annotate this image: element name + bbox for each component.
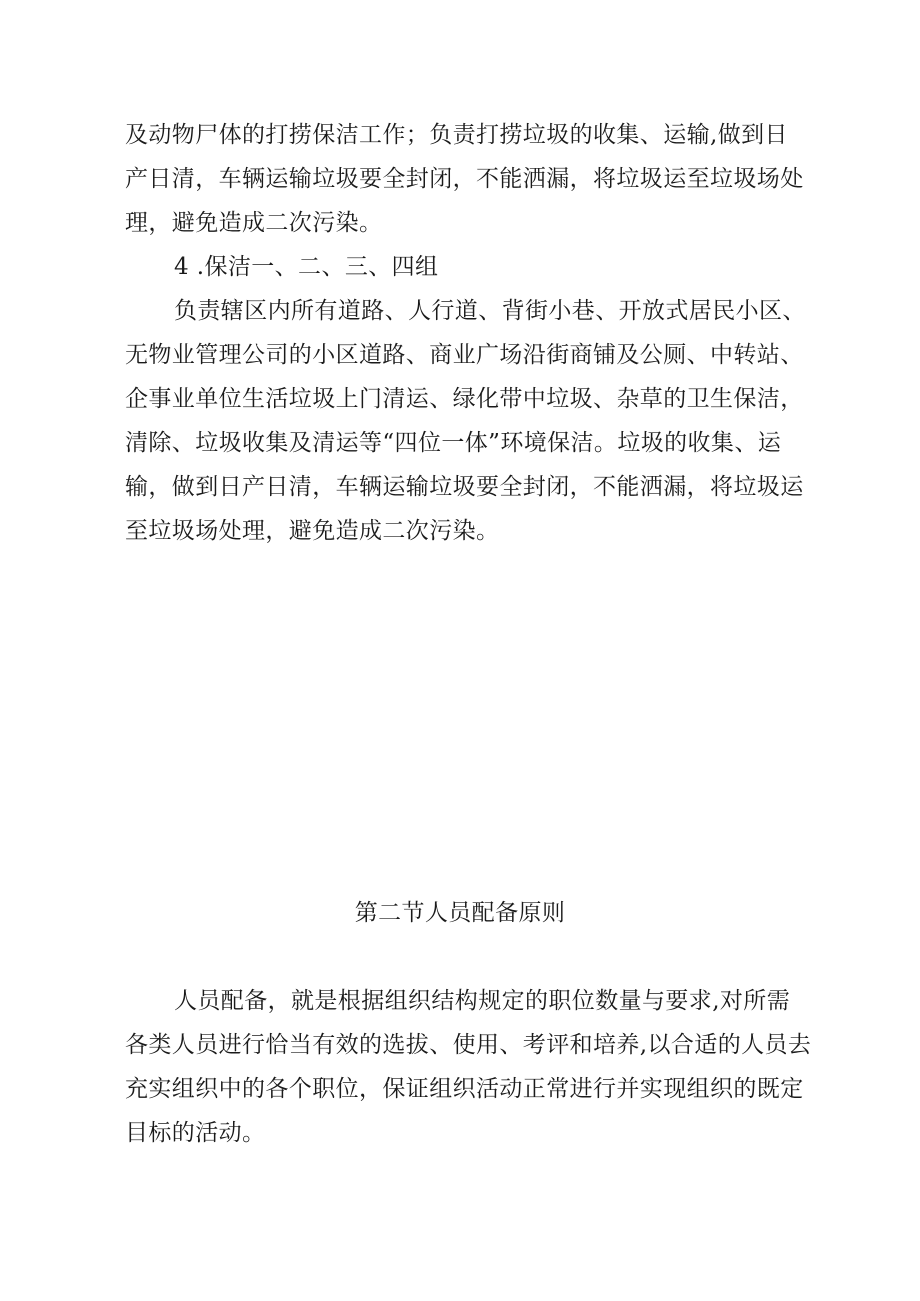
- paragraph-line: 无物业管理公司的小区道路、商业广场沿街商铺及公厕、中转站、: [125, 342, 804, 368]
- paragraph-line: 清除、垃圾收集及清运等“四位一体”环境保洁。垃圾的收集、运: [125, 430, 782, 456]
- paragraph-line: 负责辖区内所有道路、人行道、背街小巷、开放式居民小区、: [174, 298, 806, 324]
- paragraph-line: 及动物尸体的打捞保洁工作；负责打捞垃圾的收集、运输,做到日: [125, 122, 788, 148]
- paragraph-line: 充实组织中的各个职位，保证组织活动正常进行并实现组织的既定: [125, 1076, 804, 1102]
- paragraph-line: 人员配备，就是根据组织结构规定的职位数量与要求,对所需: [174, 988, 791, 1014]
- paragraph-line: 理，避免造成二次污染。: [125, 210, 383, 236]
- paragraph-line: 各类人员进行恰当有效的选拔、使用、考评和培养,以合适的人员去: [125, 1032, 812, 1058]
- paragraph-line: 目标的活动。: [125, 1120, 266, 1146]
- section-title: 第二节人员配备原则: [354, 900, 566, 926]
- paragraph-line: 输，做到日产日清，车辆运输垃圾要全封闭，不能洒漏，将垃圾运: [125, 474, 804, 500]
- paragraph-line: 至垃圾场处理，避免造成二次污染。: [125, 518, 500, 544]
- paragraph-line: 产日清，车辆运输垃圾要全封闭，不能洒漏，将垃圾运至垃圾场处: [125, 166, 804, 192]
- item-heading: 4 .保洁一、二、三、四组: [174, 254, 439, 280]
- paragraph-line: 企事业单位生活垃圾上门清运、绿化带中垃圾、杂草的卫生保洁，: [125, 386, 804, 412]
